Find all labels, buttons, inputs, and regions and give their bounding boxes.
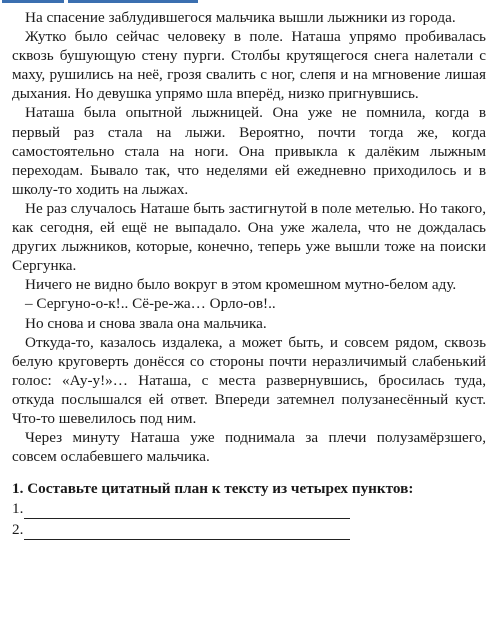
top-color-bar (0, 0, 500, 5)
answer-line-1[interactable] (0, 498, 500, 519)
paragraph: Наташа была опытной лыжницей. Она уже не помнила, когда в первый раз стала на лыжи. Вероятно, почти тогда же, когда самостоятельно стала на ноги. Она привыкла к далёким лыжным переходам. Бывало так, что неделями ей ежедневно приходилось и в школу-то ходить на лыжах. (12, 104, 486, 198)
paragraph: Но снова и снова звала она мальчика. (25, 314, 267, 332)
text-page (0, 8, 500, 540)
top-bar-segment (2, 0, 64, 3)
answer-number: 1. (12, 500, 24, 518)
paragraph: Не раз случалось Наташе быть застигнутой в поле метелью. Но такого, как сегодня, ей ещё не выпадало. Она уже жалела, что не дождалась других лыжников, которые, конечно, теперь уже вышли тоже на поиски Сергунка. (12, 199, 486, 275)
answer-line-2[interactable] (0, 519, 500, 540)
dialogue-line: – Сергуно-о-к!.. Сё-ре-жа… Орло-ов!.. (25, 295, 276, 313)
top-bar-segment (68, 0, 198, 3)
paragraph: Откуда-то, казалось издалека, а может быть, и совсем рядом, сквозь белую круговерть донёсся со стороны почти неразличимый слабенький голос: «Ау-у!»… Наташа, с места развернувшись, бросилась туда, откуда послышался ей ответ. Впереди затемнел полузанесённый куст. Что-то шевелилось под ним. (12, 333, 486, 427)
paragraph: На спасение заблудившегося мальчика вышли лыжники из города. (25, 9, 456, 26)
blank-line[interactable] (24, 504, 350, 519)
paragraph: Жутко было сейчас человеку в поле. Наташа упрямо пробивалась сквозь бушующую стену пурги. Столбы крутящегося снега налетали с маху, рушились на неё, грозя свалить с ног, слепя и на мгновение лишая дыхания. Но девушка упрямо шла вперёд, низко пригнувшись. (12, 28, 486, 103)
answer-number: 2. (12, 521, 24, 539)
task-title: 1. Составьте цитатный план к тексту из четырех пунктов: (12, 480, 414, 498)
paragraph: Через минуту Наташа уже поднимала за плечи полузамёрзшего, совсем ослабевшего мальчика. (12, 429, 486, 466)
paragraph: Ничего не видно было вокруг в этом кромешном мутно-белом аду. (25, 276, 457, 294)
blank-line[interactable] (24, 525, 350, 540)
